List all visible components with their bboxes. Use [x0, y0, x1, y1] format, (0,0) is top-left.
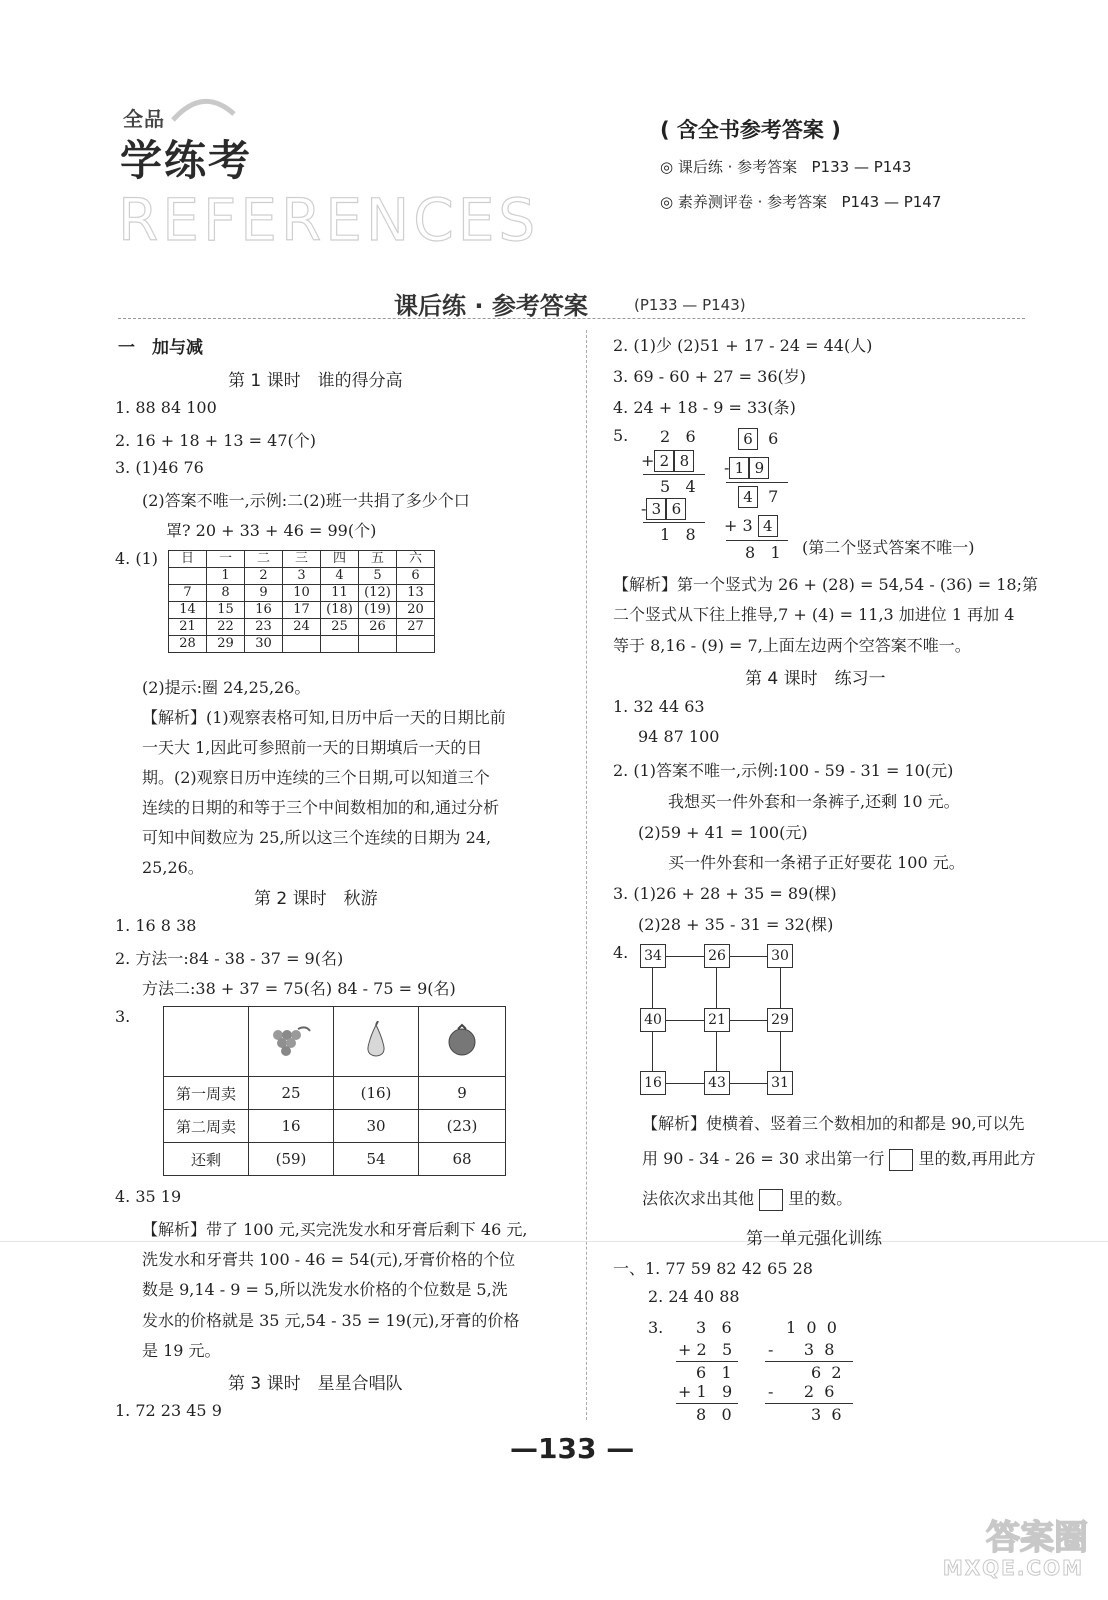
answer-box: 2 — [654, 450, 674, 472]
u1-q3: 3. — [648, 1318, 664, 1337]
v2-mid: 4 7 — [738, 486, 778, 508]
blank-box — [759, 1189, 783, 1211]
title-divider — [118, 318, 1025, 319]
l4-q2c: (2)59 + 41 = 100(元) — [638, 823, 808, 842]
bullet-icon: ◎ — [660, 193, 674, 211]
cal-cell: 4 — [321, 568, 359, 585]
l1-q4: 4. (1) — [115, 549, 159, 568]
cal-cell: 21 — [169, 619, 207, 636]
v2-sub-row: - 1 9 — [724, 457, 769, 479]
l1-q1: 1. 88 84 100 — [115, 398, 217, 417]
l4-q3b: (2)28 + 35 - 31 = 32(棵) — [638, 915, 834, 934]
cal-cell: 15 — [207, 602, 245, 619]
l2-exp-line: 数是 9,14 - 9 = 5,所以洗发水价格的个位数是 5,洗 — [142, 1280, 508, 1299]
grid-cell: 30 — [767, 944, 793, 968]
cal-cell: 17 — [283, 602, 321, 619]
va-row: 8 0 — [696, 1405, 732, 1424]
table-row — [164, 1077, 506, 1110]
unit-1-training-title: 第一单元强化训练 — [746, 1229, 882, 1249]
grid-cell: 16 — [640, 1071, 666, 1095]
cal-cell: 11 — [321, 585, 359, 602]
cal-head-cell: 三 — [283, 551, 321, 568]
cal-cell: 26 — [359, 619, 397, 636]
cal-cell: 16 — [245, 602, 283, 619]
sum-line — [765, 1403, 853, 1404]
blank-box — [889, 1149, 913, 1171]
l2-q2b: 方法二:38 + 37 = 75(名) 84 - 75 = 9(名) — [142, 979, 456, 998]
lesson-3-title: 第 3 课时 星星合唱队 — [228, 1374, 403, 1394]
vb-row: - 2 6 — [768, 1382, 835, 1401]
l4-q2a: 2. (1)答案不唯一,示例:100 - 59 - 31 = 10(元) — [613, 761, 954, 780]
cal-cell: 14 — [169, 602, 207, 619]
vb-row: - 3 8 — [768, 1340, 835, 1359]
grid-cell: 29 — [767, 1008, 793, 1032]
cal-cell: 27 — [397, 619, 435, 636]
l1-exp-line: 期。(2)观察日历中连续的三个日期,可以知道三个 — [142, 768, 490, 787]
cal-cell: 1 — [207, 568, 245, 585]
corner-cell — [164, 1007, 249, 1077]
pear-image-cell — [334, 1007, 419, 1077]
cal-cell — [321, 636, 359, 653]
cal-cell — [359, 636, 397, 653]
row-label: 还剩 — [164, 1143, 249, 1176]
table-cell: (23) — [419, 1110, 506, 1143]
sum-line — [726, 482, 788, 483]
cal-cell: 8 — [207, 585, 245, 602]
exp5-line: 等于 8,16 - (9) = 7,上面左边两个空答案不唯一。 — [613, 636, 971, 655]
exp5-line: 【解析】第一个竖式为 26 + (28) = 54,54 - (36) = 18;第 — [613, 575, 1039, 594]
cal-cell: (19) — [359, 602, 397, 619]
l1-exp-line: 可知中间数应为 25,所以这三个连续的日期为 24, — [142, 828, 492, 847]
sales-table — [163, 1006, 506, 1176]
calendar-table — [168, 550, 435, 653]
l4-q3a: 3. (1)26 + 28 + 35 = 89(棵) — [613, 884, 837, 903]
l4-q2b: 我想买一件外套和一条裤子,还剩 10 元。 — [668, 792, 960, 811]
l4-q4: 4. — [613, 943, 629, 962]
cal-cell: 22 — [207, 619, 245, 636]
unit-heading: 一 加与减 — [118, 338, 203, 358]
table-cell: 30 — [334, 1110, 419, 1143]
l1-exp-line: 一天大 1,因此可参照前一天的日期填后一天的日 — [142, 738, 483, 757]
v1-mid: 5 4 — [660, 477, 696, 496]
cal-cell: 20 — [397, 602, 435, 619]
sum-line — [676, 1361, 738, 1362]
site-watermark-url: MXQE.COM — [942, 1556, 1084, 1580]
grapes-icon — [268, 1023, 314, 1057]
grid-cell: 34 — [640, 944, 666, 968]
v2-res: 8 1 — [745, 543, 781, 562]
table-row — [164, 1110, 506, 1143]
grid-cell: 31 — [767, 1071, 793, 1095]
cal-cell — [283, 636, 321, 653]
l1-exp-line: 连续的日期的和等于三个中间数相加的和,通过分析 — [142, 798, 500, 817]
table-cell: 68 — [419, 1143, 506, 1176]
section-title: 课后练 · 参考答案 — [394, 292, 588, 320]
pomegranate-icon — [444, 1022, 480, 1058]
grid-cell: 40 — [640, 1008, 666, 1032]
cal-cell: 9 — [245, 585, 283, 602]
sales-table-header — [164, 1007, 506, 1077]
cal-cell: (12) — [359, 585, 397, 602]
scan-line — [0, 1241, 1108, 1242]
cal-cell: 2 — [245, 568, 283, 585]
l3-q5: 5. — [613, 426, 629, 445]
bullet-icon: ◎ — [660, 158, 674, 176]
contents-item-range: P133 — P143 — [811, 158, 912, 176]
v1-sub-row: - 3 6 — [641, 498, 686, 520]
l4-exp-b: 用 90 - 34 - 26 = 30 求出第一行 里的数,再用此方 — [642, 1146, 1036, 1171]
calendar-row — [169, 636, 435, 653]
v2-top: 6 6 — [738, 428, 778, 450]
va-row: + 1 9 — [678, 1382, 733, 1401]
l3-q1: 1. 72 23 45 9 — [115, 1401, 222, 1420]
sum-line — [765, 1361, 853, 1362]
grid-cell: 21 — [704, 1008, 730, 1032]
l2-exp-line: 发水的价格就是 35 元,54 - 35 = 19(元),牙膏的价格 — [142, 1311, 520, 1330]
u1-q1: 一、1. 77 59 82 42 65 28 — [613, 1259, 813, 1278]
lesson-4-title: 第 4 课时 练习一 — [745, 669, 886, 689]
column-divider — [586, 330, 587, 1420]
l1-exp-line: 25,26。 — [142, 858, 204, 877]
vb-row: 3 6 — [811, 1405, 842, 1424]
grid-cell: 43 — [704, 1071, 730, 1095]
cal-cell: 7 — [169, 585, 207, 602]
calendar-row — [169, 568, 435, 585]
pear-icon — [361, 1021, 391, 1059]
cal-head-cell: 四 — [321, 551, 359, 568]
cal-head-cell: 一 — [207, 551, 245, 568]
logo-small-text: 全品 — [123, 107, 165, 131]
answer-box: 6 — [666, 498, 686, 520]
l4-exp-c: 法依次求出其他 里的数。 — [642, 1186, 852, 1211]
page-number: —133 — — [510, 1432, 635, 1465]
table-row — [164, 1143, 506, 1176]
answer-box: 4 — [738, 486, 758, 508]
section-range: (P133 — P143) — [634, 296, 746, 314]
l3-q2: 2. (1)少 (2)51 + 17 - 24 = 44(人) — [613, 336, 873, 355]
table-cell: 54 — [334, 1143, 419, 1176]
vb-row: 1 0 0 — [786, 1318, 837, 1337]
table-cell: 25 — [249, 1077, 334, 1110]
cal-cell: 10 — [283, 585, 321, 602]
contents-title: ( 含全书参考答案 ) — [660, 118, 841, 142]
l4-q1a: 1. 32 44 63 — [613, 697, 705, 716]
cal-cell: 24 — [283, 619, 321, 636]
exp5-line: 二个竖式从下往上推导,7 + (4) = 11,3 加进位 1 再加 4 — [613, 605, 1015, 624]
vb-row: 6 2 — [811, 1363, 842, 1382]
lesson-2-title: 第 2 课时 秋游 — [254, 889, 378, 909]
table-cell: 16 — [249, 1110, 334, 1143]
l3-q3: 3. 69 - 60 + 27 = 36(岁) — [613, 367, 807, 386]
answer-box: 3 — [646, 498, 666, 520]
l1-q3a: 3. (1)46 76 — [115, 458, 204, 477]
cal-cell: 13 — [397, 585, 435, 602]
site-watermark: 答案圈 — [986, 1518, 1088, 1558]
cal-cell: 29 — [207, 636, 245, 653]
contents-item-range: P143 — P147 — [841, 193, 942, 211]
v1-add-row: + 2 8 — [641, 450, 694, 472]
l2-q2a: 2. 方法一:84 - 38 - 37 = 9(名) — [115, 949, 344, 968]
contents-item-1 — [660, 156, 911, 177]
cal-head-cell: 五 — [359, 551, 397, 568]
answer-box: 6 — [738, 428, 758, 450]
l2-exp-line: 洗发水和牙膏共 100 - 46 = 54(元),牙膏价格的个位 — [142, 1250, 516, 1269]
cal-cell: 5 — [359, 568, 397, 585]
l1-exp-line: 【解析】(1)观察表格可知,日历中后一天的日期比前 — [142, 708, 506, 727]
l1-q3b: (2)答案不唯一,示例:二(2)班一共捐了多少个口 — [142, 491, 470, 510]
answer-box: 9 — [749, 457, 769, 479]
grape-image-cell — [249, 1007, 334, 1077]
l3-q4: 4. 24 + 18 - 9 = 33(条) — [613, 398, 796, 417]
v-note: (第二个竖式答案不唯一) — [802, 538, 975, 557]
pomegranate-image-cell — [419, 1007, 506, 1077]
contents-item-2 — [660, 191, 941, 212]
l2-q1: 1. 16 8 38 — [115, 916, 197, 935]
references-watermark: REFERENCES — [118, 186, 540, 254]
va-row: + 2 5 — [678, 1340, 733, 1359]
calendar-row — [169, 619, 435, 636]
contents-item-label: 课后练 · 参考答案 — [677, 158, 798, 176]
row-label: 第二周卖 — [164, 1110, 249, 1143]
sum-line — [643, 522, 705, 523]
answer-box: 4 — [758, 515, 778, 537]
sum-line — [726, 540, 788, 541]
row-label: 第一周卖 — [164, 1077, 249, 1110]
cal-cell: 25 — [321, 619, 359, 636]
l4-exp-a: 【解析】使横着、竖着三个数相加的和都是 90,可以先 — [642, 1114, 1025, 1133]
cal-cell: 28 — [169, 636, 207, 653]
logo-arc — [168, 92, 238, 122]
calendar-header-row — [169, 551, 435, 568]
table-cell: 9 — [419, 1077, 506, 1110]
cal-head-cell: 二 — [245, 551, 283, 568]
cal-cell: 3 — [283, 568, 321, 585]
l1-q3c: 罩? 20 + 33 + 46 = 99(个) — [166, 521, 377, 540]
cal-cell: 6 — [397, 568, 435, 585]
sum-line — [676, 1403, 738, 1404]
table-cell: (59) — [249, 1143, 334, 1176]
answer-box: 1 — [729, 457, 749, 479]
v2-add-row: + 3 4 — [724, 515, 778, 537]
l2-exp-line: 是 19 元。 — [142, 1341, 221, 1360]
cal-cell: 23 — [245, 619, 283, 636]
cal-cell — [169, 568, 207, 585]
calendar-row — [169, 602, 435, 619]
lesson-1-title: 第 1 课时 谁的得分高 — [228, 371, 403, 391]
cal-head-cell: 日 — [169, 551, 207, 568]
table-cell: (16) — [334, 1077, 419, 1110]
answer-box: 8 — [674, 450, 694, 472]
v1-res: 1 8 — [660, 525, 696, 544]
cal-cell — [397, 636, 435, 653]
calendar-row — [169, 585, 435, 602]
l2-q3: 3. — [115, 1007, 131, 1026]
l4-q2d: 买一件外套和一条裙子正好要花 100 元。 — [668, 853, 965, 872]
sum-line — [643, 474, 705, 475]
cal-head-cell: 六 — [397, 551, 435, 568]
contents-item-label: 素养测评卷 · 参考答案 — [677, 193, 828, 211]
l2-exp-line: 【解析】带了 100 元,买完洗发水和牙膏后剩下 46 元, — [142, 1220, 528, 1239]
logo-main-text: 学练考 — [120, 136, 253, 185]
u1-q2: 2. 24 40 88 — [648, 1287, 740, 1306]
l4-q1b: 94 87 100 — [638, 727, 720, 746]
cal-cell: 30 — [245, 636, 283, 653]
l1-q2: 2. 16 + 18 + 13 = 47(个) — [115, 431, 317, 450]
va-row: 3 6 — [696, 1318, 732, 1337]
l2-q4: 4. 35 19 — [115, 1187, 182, 1206]
va-row: 6 1 — [696, 1363, 732, 1382]
cal-cell: (18) — [321, 602, 359, 619]
l1-q4b: (2)提示:圈 24,25,26。 — [142, 678, 311, 697]
v1-top: 2 6 — [660, 427, 696, 446]
grid-cell: 26 — [704, 944, 730, 968]
